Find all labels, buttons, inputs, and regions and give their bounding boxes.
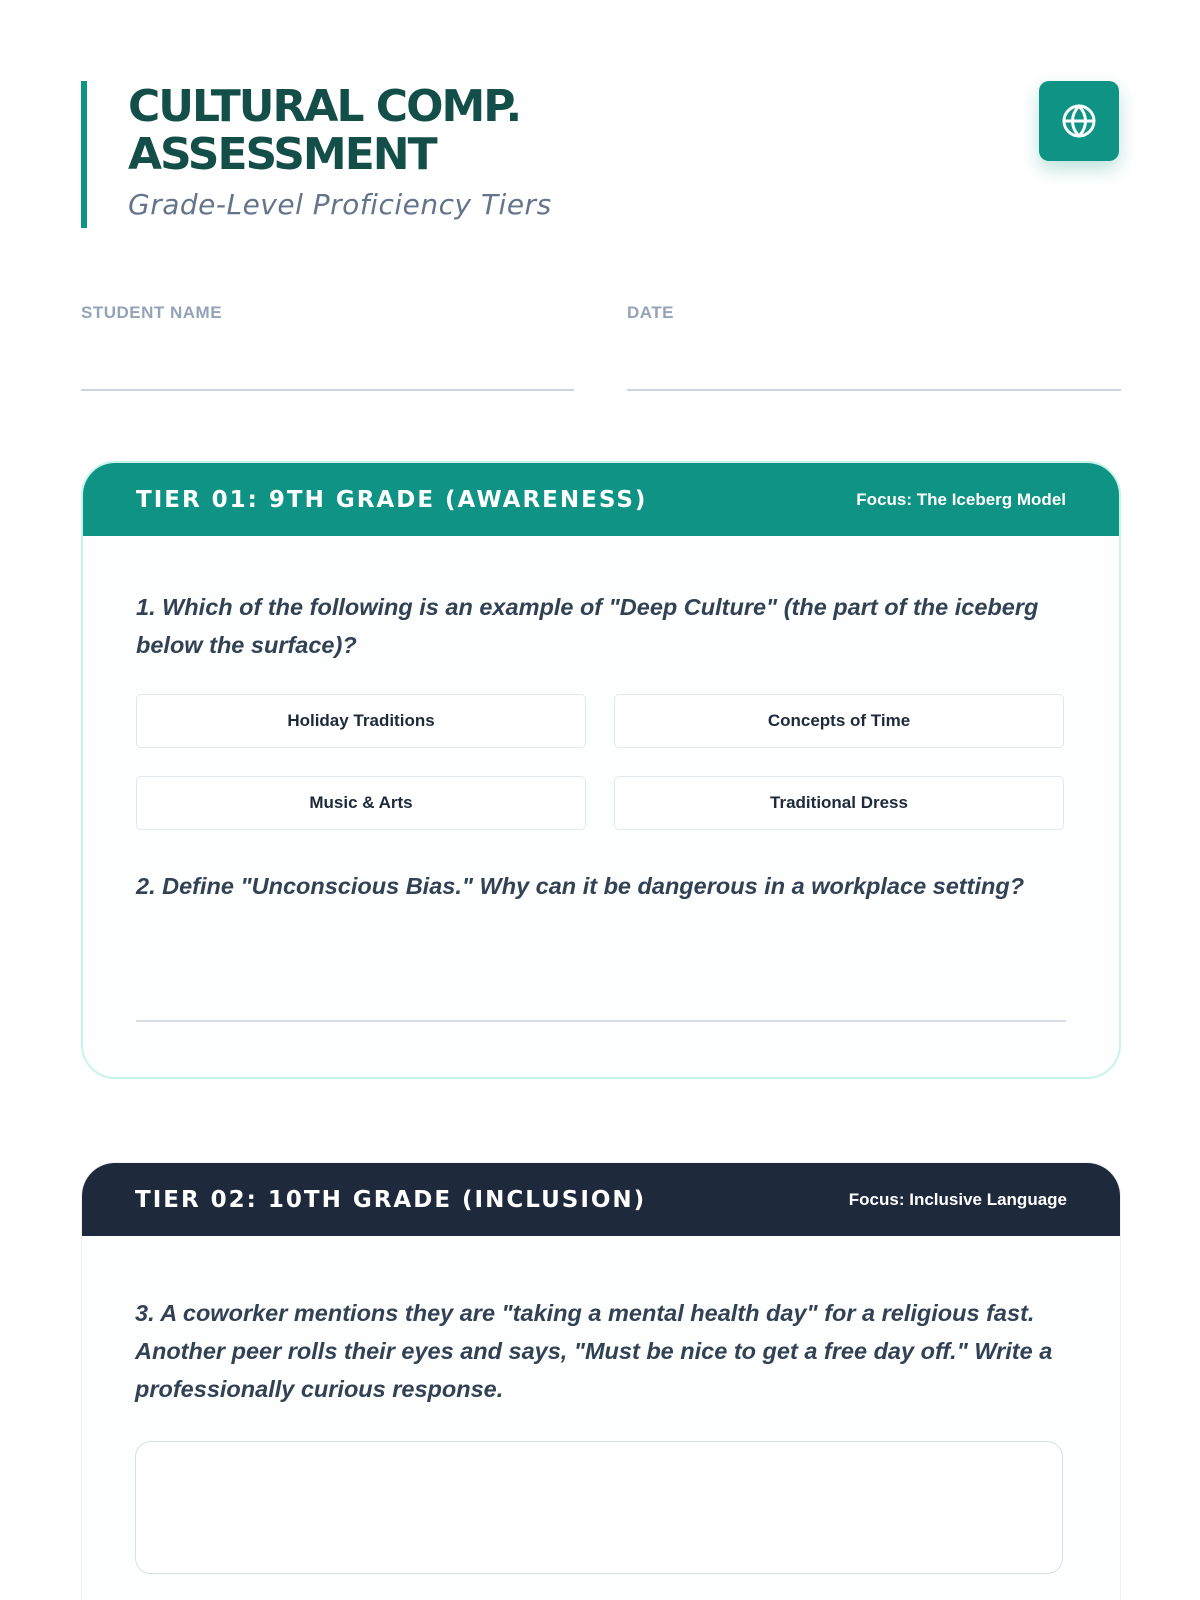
option-holiday-traditions[interactable]: Holiday Traditions xyxy=(136,694,586,748)
tier-title: TIER 01: 9TH GRADE (AWARENESS) xyxy=(136,486,648,513)
tier-body-1 xyxy=(83,536,1119,1022)
question-1: 1. Which of the following is an example of "Deep Culture" (the part of the iceberg below the surface)? xyxy=(136,594,1039,658)
tier-focus: Focus: The Iceberg Model xyxy=(856,489,1066,509)
tier-body-2 xyxy=(82,1236,1120,1574)
tier-title: TIER 02: 10TH GRADE (INCLUSION) xyxy=(135,1186,647,1213)
page-subtitle: Grade-Level Proficiency Tiers xyxy=(128,188,552,221)
page-title-line-1: CULTURAL COMP. xyxy=(128,81,521,132)
tier-card-2 xyxy=(81,1162,1121,1600)
answer-textbox[interactable] xyxy=(135,1441,1063,1574)
tier-header-1 xyxy=(83,463,1119,536)
student-info xyxy=(81,303,1119,393)
question-2: 2. Define "Unconscious Bias." Why can it be dangerous in a workplace setting? xyxy=(136,873,1025,899)
student-name-label: STUDENT NAME xyxy=(81,303,223,322)
option-music-arts[interactable]: Music & Arts xyxy=(136,776,586,830)
answer-line[interactable] xyxy=(136,1020,1066,1022)
date-line[interactable] xyxy=(627,389,1121,391)
answer-options xyxy=(136,694,1066,830)
page-title xyxy=(128,83,552,179)
student-name-field[interactable] xyxy=(81,303,574,323)
option-concepts-of-time[interactable]: Concepts of Time xyxy=(614,694,1064,748)
tier-focus: Focus: Inclusive Language xyxy=(848,1189,1067,1209)
student-name-line[interactable] xyxy=(81,389,574,391)
option-traditional-dress[interactable]: Traditional Dress xyxy=(614,776,1064,830)
globe-icon xyxy=(1059,101,1099,141)
title-block xyxy=(128,83,552,221)
globe-button[interactable] xyxy=(1039,81,1119,161)
date-label: DATE xyxy=(627,303,675,322)
tier-header-2 xyxy=(82,1163,1120,1236)
page-header xyxy=(81,81,1119,228)
question-3: 3. A coworker mentions they are "taking a mental health day" for a religious fast. Another peer rolls their eyes and says, "Must be nice to get a free day off." Write a professionally curious response. xyxy=(135,1300,1053,1402)
header-accent-bar xyxy=(81,81,87,228)
tier-card-1 xyxy=(81,461,1121,1079)
page-title-line-2: ASSESSMENT xyxy=(128,129,436,180)
date-field[interactable] xyxy=(627,303,1121,323)
